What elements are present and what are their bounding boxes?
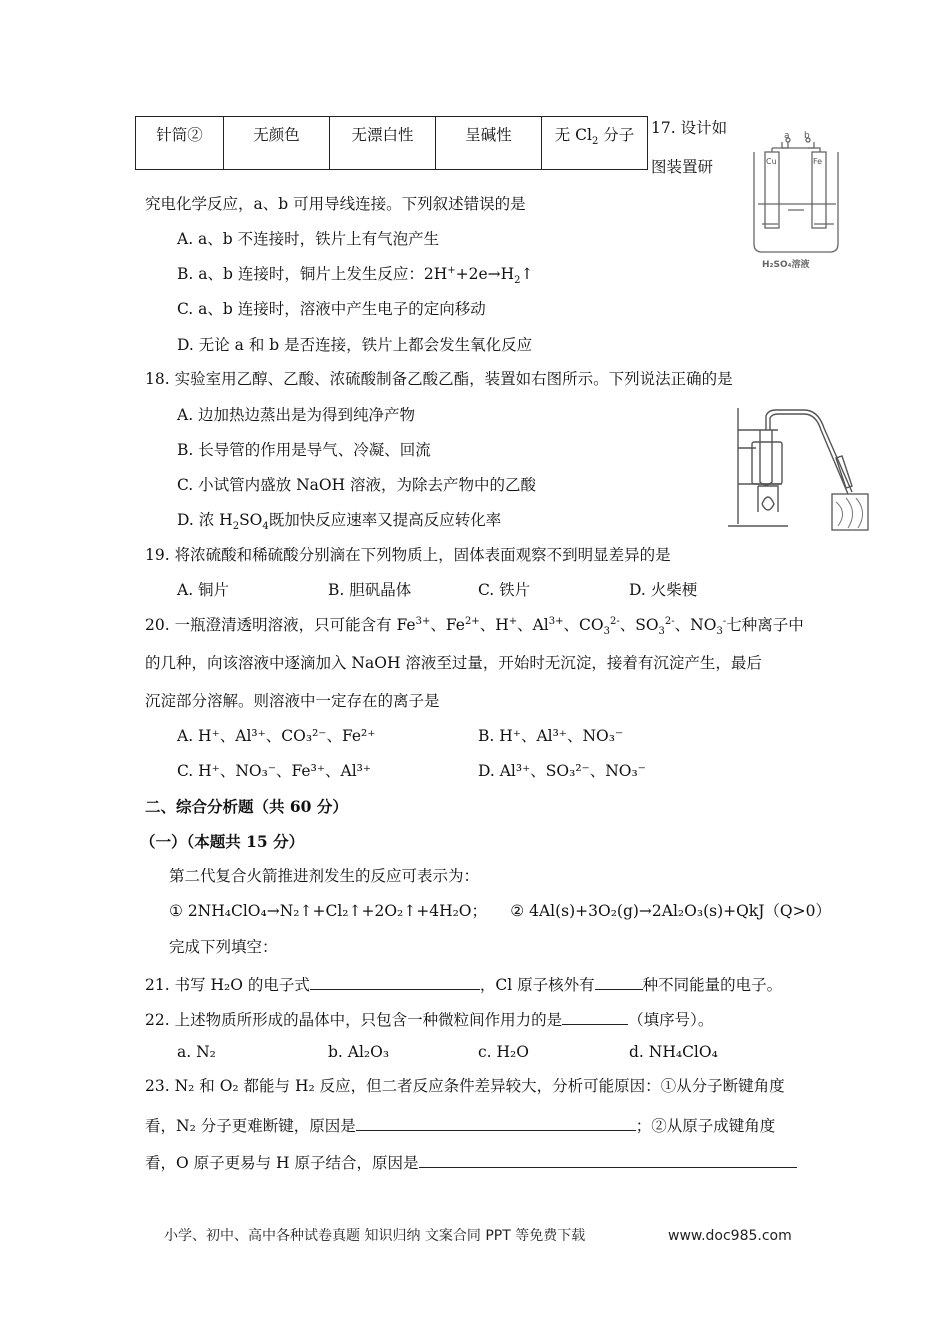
q23-line-1: 23. N₂ 和 O₂ 都能与 H₂ 反应，但二者反应条件差异较大，分析可能原因：①从分子断键角度	[145, 1077, 785, 1095]
q17-option-a: A. a、b 不连接时，铁片上有气泡产生	[177, 230, 440, 248]
q20-line-2: 的几种，向该溶液中逐滴加入 NaOH 溶液至过量，开始时无沉淀，接着有沉淀产生，最后	[145, 654, 762, 672]
q22-option-d: d. NH₄ClO₄	[629, 1043, 718, 1061]
table-cell: 呈碱性	[436, 117, 542, 170]
q20-option-a: A. H⁺、Al³⁺、CO₃²⁻、Fe²⁺	[177, 727, 376, 745]
reaction-equations: ① 2NH₄ClO₄→N₂↑+Cl₂↑+2O₂↑+4H₂O； ② 4Al(s)+3O₂(g)→2Al₂O₃(s)+QkJ（Q>0）	[169, 902, 831, 920]
q23-line-3: 看，O 原子更易与 H 原子结合，原因是	[145, 1153, 797, 1172]
q22-blank[interactable]	[562, 1010, 628, 1025]
q20-line-1: 20. 一瓶澄清透明溶液，只可能含有 $Fe^{3+}$、$Fe^{2+}$、H+、$Al^{3+}$、$CO_3^{2-}$、$SO_3^{2-}$、$NO_3^-$七种离子中	[145, 615, 804, 638]
section-2-title: 二、综合分析题（共 60 分）	[145, 797, 348, 816]
q17-option-c: C. a、b 连接时，溶液中产生电子的定向移动	[177, 300, 486, 318]
q23-blank-2[interactable]	[419, 1153, 797, 1168]
footer-link[interactable]: www.doc985.com	[668, 1228, 792, 1244]
section-2-intro: 第二代复合火箭推进剂发生的反应可表示为：	[169, 867, 480, 885]
q20-option-c: C. H⁺、NO₃⁻、Fe³⁺、Al³⁺	[177, 762, 372, 780]
table-cell: 无颜色	[224, 117, 330, 170]
figure-label-cu: Cu	[766, 157, 777, 166]
figure-caption: H₂SO₄溶液	[762, 260, 810, 270]
q21: 21. 书写 H₂O 的电子式 ，Cl 原子核外有 种不同能量的电子。	[145, 976, 783, 994]
figure-label-b: b	[804, 131, 810, 141]
q20-line-3: 沉淀部分溶解。则溶液中一定存在的离子是	[145, 692, 440, 710]
q22-option-a: a. N₂	[177, 1043, 216, 1061]
q19-option-b: B. 胆矾晶体	[328, 581, 412, 599]
q19-option-c: C. 铁片	[478, 581, 531, 599]
q23-line-2: 看，N₂ 分子更难断键，原因是 ；②从原子成键角度	[145, 1117, 776, 1135]
table-cell: 无 $Cl_2$ 分子	[542, 117, 648, 170]
footer-text: 小学、初中、高中各种试卷真题 知识归纳 文案合同 PPT 等免费下载	[164, 1228, 586, 1244]
q18-stem: 18. 实验室用乙醇、乙酸、浓硫酸制备乙酸乙酯，装置如右图所示。下列说法正确的是	[145, 370, 733, 388]
q19-option-d: D. 火柴梗	[629, 581, 698, 599]
q19-stem: 19. 将浓硫酸和稀硫酸分别滴在下列物质上，固体表面观察不到明显差异的是	[145, 546, 671, 564]
q17-option-b: B. a、b 连接时，铜片上发生反应：$2H^++2e\to H_2↑$	[177, 264, 534, 287]
q18-option-b: B. 长导管的作用是导气、冷凝、回流	[177, 441, 431, 459]
q20-option-b: B. H⁺、Al³⁺、NO₃⁻	[478, 727, 624, 745]
answer-table	[135, 116, 648, 170]
q17-option-d: D. 无论 a 和 b 是否连接，铁片上都会发生氧化反应	[177, 336, 533, 354]
q22-stem: 22. 上述物质所形成的晶体中，只包含一种微粒间作用力的是 （填序号）。	[145, 1011, 714, 1029]
figure-label-fe: Fe	[813, 157, 823, 166]
q17-stem: 究电化学反应，a、b 可用导线连接。下列叙述错误的是	[145, 195, 526, 213]
q17-head-2: 图装置研	[651, 158, 714, 176]
q22-option-c: c. H₂O	[478, 1043, 529, 1061]
table-cell: 无漂白性	[330, 117, 436, 170]
table-cell: 针筒②	[136, 117, 224, 170]
q18-option-c: C. 小试管内盛放 NaOH 溶液，为除去产物中的乙酸	[177, 476, 537, 494]
section-2-sub-1: （一）（本题共 15 分）	[140, 832, 305, 851]
esterification-apparatus-figure	[726, 402, 872, 532]
figure-label-a: a	[784, 131, 790, 141]
q23-blank-1[interactable]	[356, 1116, 636, 1131]
q18-option-a: A. 边加热边蒸出是为得到纯净产物	[177, 406, 416, 424]
q19-option-a: A. 铜片	[177, 581, 230, 599]
electrochemical-cell-figure	[748, 128, 844, 274]
q18-option-d: D. 浓 $H_2SO_4$既加快反应速率又提高反应转化率	[177, 511, 502, 533]
q20-option-d: D. Al³⁺、SO₃²⁻、NO₃⁻	[478, 762, 646, 780]
q22-option-b: b. Al₂O₃	[328, 1043, 390, 1061]
q17-head-1: 17. 设计如	[651, 119, 728, 137]
q21-blank-1[interactable]	[310, 975, 480, 990]
q21-blank-2[interactable]	[595, 975, 643, 990]
fill-instruction: 完成下列填空：	[169, 938, 278, 956]
